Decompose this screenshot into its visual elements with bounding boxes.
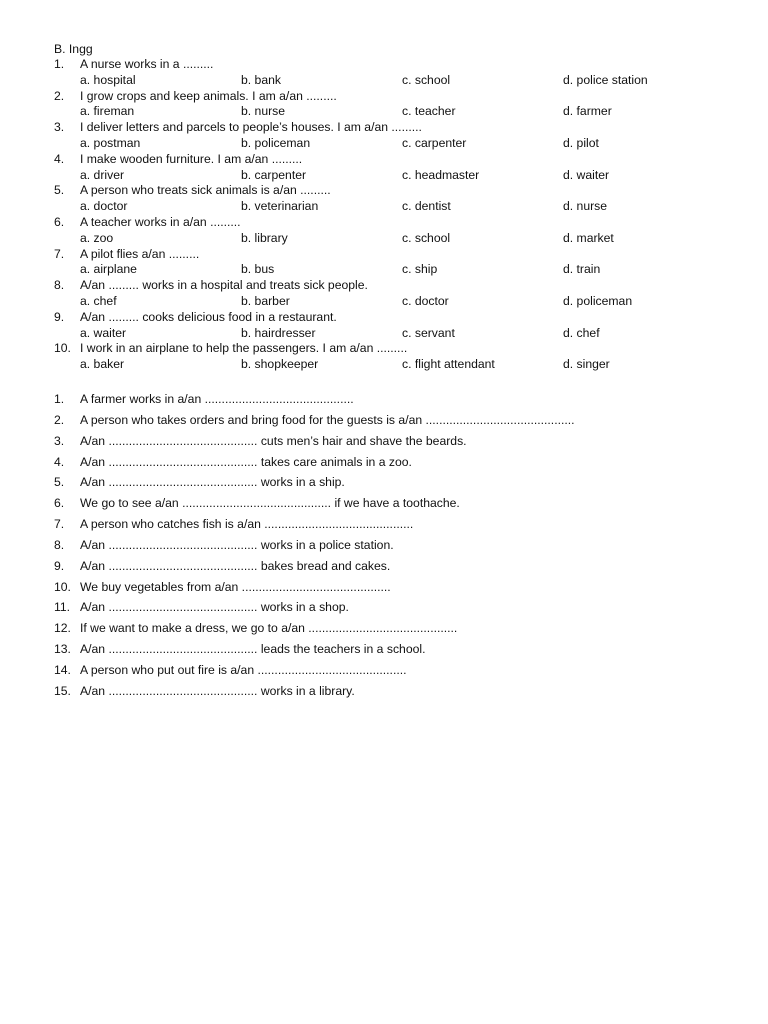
answer-option: c. servant (402, 325, 455, 340)
mc-options (54, 73, 734, 89)
mc-options (54, 136, 734, 152)
item-number: 1. (54, 392, 65, 406)
item-number: 8. (54, 537, 65, 552)
answer-option: d. pilot (563, 135, 599, 150)
item-number: 11. (54, 600, 71, 615)
item-text: A farmer works in a/an ............................................ (80, 392, 354, 406)
mc-question (54, 341, 734, 357)
answer-option: a. doctor (80, 199, 128, 214)
mc-question (54, 247, 734, 263)
item-number: 13. (54, 642, 71, 657)
answer-option: a. fireman (80, 104, 135, 119)
question-text: A pilot flies a/an ......... (80, 246, 200, 261)
question-text: A/an ......... cooks delicious food in a restaurant. (80, 309, 337, 324)
item-number: 2. (54, 412, 65, 427)
item-number: 12. (54, 621, 71, 636)
answer-option: c. ship (402, 262, 438, 277)
answer-option: a. driver (80, 167, 125, 182)
answer-option: b. bus (241, 262, 275, 277)
fill-in-item (54, 618, 744, 639)
answer-option: b. barber (241, 293, 290, 308)
mc-options (54, 294, 734, 310)
question-text: A teacher works in a/an ......... (80, 214, 241, 229)
answer-option: a. baker (80, 357, 125, 372)
answer-option: b. bank (241, 72, 281, 87)
question-number: 9. (54, 309, 65, 324)
item-number: 9. (54, 558, 65, 573)
answer-option: d. waiter (563, 167, 610, 182)
section-title: B. Ingg (54, 42, 93, 56)
question-text: A/an ......... works in a hospital and treats sick people. (80, 278, 368, 293)
item-number: 4. (54, 454, 65, 469)
answer-option: d. market (563, 230, 614, 245)
answer-option: b. veterinarian (241, 199, 319, 214)
answer-option: d. nurse (563, 199, 608, 214)
multiple-choice-section (54, 57, 734, 373)
item-text: A/an ............................................ works in a library. (80, 683, 355, 698)
fill-in-item (54, 639, 744, 660)
question-text: I make wooden furniture. I am a/an ......... (80, 151, 303, 166)
mc-options (54, 326, 734, 342)
answer-option: c. flight attendant (402, 357, 495, 372)
item-text: A/an ............................................ works in a shop. (80, 600, 349, 615)
answer-option: c. teacher (402, 104, 456, 119)
item-text: We go to see a/an ............................................ if we have a toothache. (80, 496, 460, 511)
answer-option: b. policeman (241, 135, 311, 150)
mc-question (54, 215, 734, 231)
item-number: 10. (54, 579, 71, 594)
answer-option: b. carpenter (241, 167, 307, 182)
question-text: A person who treats sick animals is a/an ......... (80, 183, 331, 198)
item-number: 7. (54, 517, 65, 532)
item-text: A person who put out fire is a/an ............................................ (80, 662, 407, 677)
answer-option: b. shopkeeper (241, 357, 319, 372)
item-text: A/an ............................................ works in a police station. (80, 537, 394, 552)
fill-in-item (54, 452, 744, 473)
item-text: If we want to make a dress, we go to a/an ............................................ (80, 621, 458, 636)
mc-options (54, 199, 734, 215)
mc-question (54, 278, 734, 294)
question-number: 6. (54, 214, 65, 229)
fill-in-item (54, 514, 744, 535)
mc-options (54, 168, 734, 184)
question-number: 10. (54, 341, 71, 356)
answer-option: b. nurse (241, 104, 286, 119)
answer-option: a. zoo (80, 230, 114, 245)
fill-in-item (54, 493, 744, 514)
item-number: 3. (54, 433, 65, 448)
fill-in-item (54, 431, 744, 452)
fill-in-item (54, 389, 744, 410)
answer-option: b. hairdresser (241, 325, 316, 340)
item-text: A/an ............................................ cuts men’s hair and shave the beards. (80, 433, 467, 448)
mc-options (54, 357, 734, 373)
item-text: A person who catches fish is a/an ............................................ (80, 517, 414, 532)
item-text: A/an ............................................ takes care animals in a zoo. (80, 454, 412, 469)
question-number: 8. (54, 278, 65, 293)
answer-option: c. doctor (402, 293, 449, 308)
item-number: 14. (54, 662, 71, 677)
item-text: A/an ............................................ leads the teachers in a school. (80, 642, 426, 657)
answer-option: c. school (402, 72, 451, 87)
fill-in-item (54, 597, 744, 618)
answer-option: d. singer (563, 357, 610, 372)
fill-in-item (54, 410, 744, 431)
answer-option: d. police station (563, 72, 648, 87)
mc-question (54, 310, 734, 326)
answer-option: c. carpenter (402, 135, 467, 150)
fill-in-item (54, 472, 744, 493)
question-text: I work in an airplane to help the passengers. I am a/an ......... (80, 341, 408, 356)
answer-option: d. farmer (563, 104, 612, 119)
answer-option: a. chef (80, 293, 117, 308)
question-text: I deliver letters and parcels to people’s houses. I am a/an ......... (80, 120, 422, 135)
question-text: A nurse works in a ......... (80, 57, 214, 71)
item-text: We buy vegetables from a/an ............................................ (80, 579, 391, 594)
item-number: 6. (54, 496, 65, 511)
answer-option: c. school (402, 230, 451, 245)
answer-option: c. headmaster (402, 167, 480, 182)
fill-in-section (54, 389, 744, 702)
question-number: 3. (54, 120, 65, 135)
fill-in-item (54, 535, 744, 556)
mc-question (54, 57, 734, 73)
fill-in-item (54, 681, 744, 702)
mc-question (54, 152, 734, 168)
answer-option: c. dentist (402, 199, 451, 214)
mc-question (54, 120, 734, 136)
fill-in-item (54, 577, 744, 598)
question-number: 4. (54, 151, 65, 166)
fill-in-item (54, 660, 744, 681)
item-text: A/an ............................................ bakes bread and cakes. (80, 558, 391, 573)
fill-in-item (54, 556, 744, 577)
item-number: 15. (54, 683, 71, 698)
answer-option: d. chef (563, 325, 600, 340)
answer-option: a. waiter (80, 325, 127, 340)
question-number: 1. (54, 57, 65, 71)
mc-question (54, 183, 734, 199)
mc-options (54, 262, 734, 278)
answer-option: a. hospital (80, 72, 136, 87)
answer-option: d. policeman (563, 293, 633, 308)
answer-option: a. postman (80, 135, 141, 150)
answer-option: b. library (241, 230, 288, 245)
mc-options (54, 104, 734, 120)
item-text: A/an ............................................ works in a ship. (80, 475, 345, 490)
question-number: 2. (54, 88, 65, 103)
mc-question (54, 89, 734, 105)
question-number: 5. (54, 183, 65, 198)
item-number: 5. (54, 475, 65, 490)
answer-option: a. airplane (80, 262, 137, 277)
question-text: I grow crops and keep animals. I am a/an ......... (80, 88, 337, 103)
mc-options (54, 231, 734, 247)
answer-option: d. train (563, 262, 601, 277)
question-number: 7. (54, 246, 65, 261)
item-text: A person who takes orders and bring food for the guests is a/an ............................................ (80, 412, 575, 427)
